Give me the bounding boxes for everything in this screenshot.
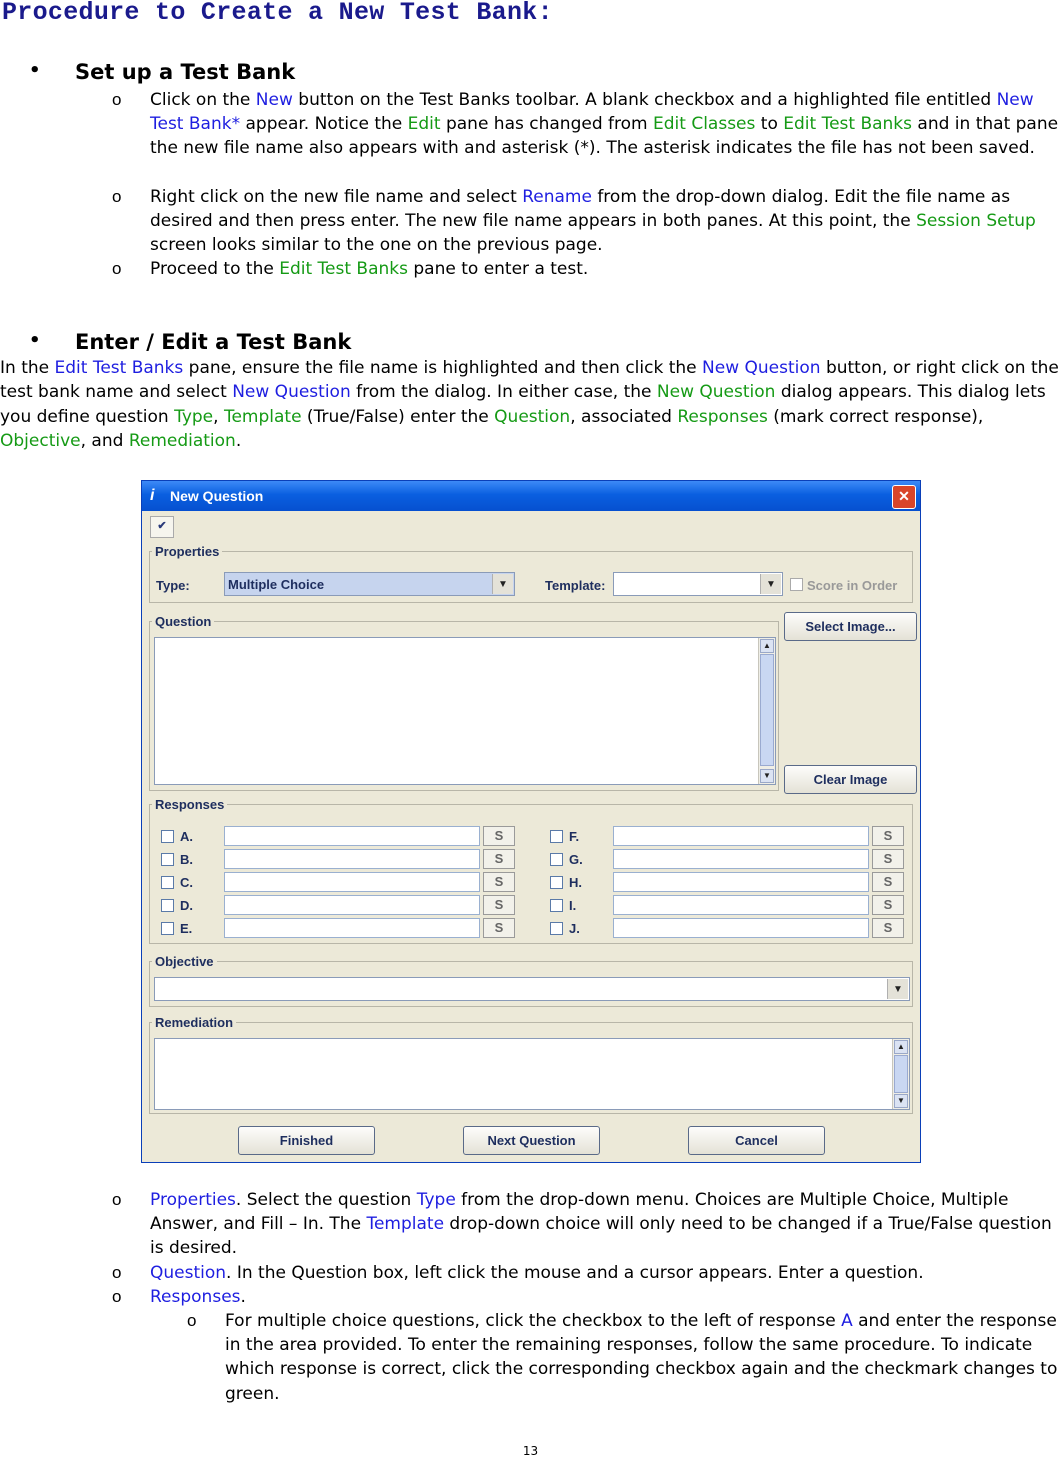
chevron-down-icon: ▼ (492, 574, 513, 594)
response-checkbox[interactable] (550, 830, 563, 843)
text: In the (0, 358, 55, 378)
remediation-scrollbar[interactable] (892, 1039, 909, 1109)
section-heading-enter-edit (29, 330, 352, 354)
response-special-button[interactable]: S (872, 918, 904, 938)
text: . In the Question box, left click the mouse and a cursor appears. Enter a question. (226, 1263, 924, 1283)
section-heading-setup (29, 60, 296, 84)
term-type: Type (174, 406, 214, 427)
response-checkbox[interactable] (161, 853, 174, 866)
response-special-button[interactable]: S (483, 895, 515, 915)
properties-step (112, 1188, 1060, 1261)
page-number: 13 (522, 1444, 539, 1458)
text: . (240, 1287, 246, 1307)
response-letter: B. (180, 852, 193, 867)
response-checkbox[interactable] (161, 899, 174, 912)
select-image-button[interactable]: Select Image... (784, 612, 917, 641)
term-template: Template (366, 1214, 445, 1235)
chevron-down-icon: ▼ (760, 574, 781, 594)
response-checkbox[interactable] (161, 876, 174, 889)
response-checkbox[interactable] (550, 922, 563, 935)
sub-bullet: o (112, 1263, 122, 1282)
section-heading-setup-text: Set up a Test Bank (75, 60, 296, 84)
text: and enter the response in the area provided. To enter the remaining responses, follow the same procedure. To indicate which response is correct, click the corresponding checkbox again and the checkmark changes to green. (225, 1311, 1058, 1404)
text: pane, ensure the file name is highlighted and then click the (183, 358, 703, 378)
text: pane has changed from (440, 114, 653, 135)
response-checkbox[interactable] (550, 853, 563, 866)
template-label: Template: (545, 578, 606, 593)
response-special-button[interactable]: S (872, 849, 904, 869)
remediation-textarea[interactable] (154, 1038, 910, 1110)
response-letter: I. (569, 898, 577, 913)
sub-bullet: o (112, 90, 122, 109)
chevron-down-icon: ▼ (887, 979, 908, 999)
term-session-setup: Session Setup (916, 211, 1036, 232)
finished-button[interactable]: Finished (238, 1126, 375, 1155)
term-edit-classes: Edit Classes (653, 114, 756, 135)
response-special-button[interactable]: S (872, 872, 904, 892)
response-letter: D. (180, 898, 193, 913)
objective-select[interactable] (154, 977, 910, 1001)
clear-image-button[interactable]: Clear Image (784, 765, 917, 794)
response-letter: F. (569, 829, 580, 844)
response-input[interactable] (224, 849, 480, 869)
text: Right click on the new file name and select (150, 187, 523, 207)
text: appear. Notice the (240, 114, 408, 135)
question-textarea[interactable] (154, 637, 776, 785)
term-properties: Properties (150, 1190, 236, 1210)
question-scrollbar[interactable] (758, 638, 775, 784)
response-input[interactable] (224, 895, 480, 915)
response-input[interactable] (613, 826, 869, 846)
term-edit-test-banks: Edit Test Banks (783, 114, 913, 135)
type-select[interactable] (224, 572, 515, 596)
remediation-label: Remediation (152, 1015, 236, 1030)
sub-bullet: o (112, 259, 122, 278)
score-in-order-label: Score in Order (807, 578, 898, 593)
response-input[interactable] (224, 918, 480, 938)
java-icon: i (150, 487, 155, 504)
response-checkbox[interactable] (550, 876, 563, 889)
response-letter: J. (569, 921, 580, 936)
term-question: Question (150, 1263, 227, 1283)
term-responses: Responses (677, 406, 768, 427)
scroll-up-icon[interactable]: ▲ (760, 639, 774, 653)
new-question-dialog (141, 480, 921, 1163)
scroll-down-icon[interactable]: ▼ (760, 769, 774, 783)
template-select[interactable] (613, 572, 783, 596)
sub-bullet: o (112, 187, 122, 206)
text: For multiple choice questions, click the checkbox to the left of response (225, 1311, 842, 1331)
response-special-button[interactable]: S (872, 895, 904, 915)
text: Proceed to the (150, 259, 280, 279)
text: (True/False) enter the (301, 406, 495, 427)
text: . Select the question (235, 1190, 417, 1210)
text: Click on the (150, 90, 256, 110)
text: button, or right click on the test bank name and select (0, 358, 1059, 403)
response-input[interactable] (224, 826, 480, 846)
text: button on the Test Banks toolbar. A blank checkbox and a highlighted file entitled (292, 90, 997, 110)
next-question-button[interactable]: Next Question (463, 1126, 600, 1155)
term-edit-test-banks: Edit Test Banks (279, 259, 408, 279)
setup-step-3 (112, 257, 1060, 281)
text: to (755, 114, 784, 135)
score-in-order-checkbox[interactable] (790, 578, 803, 591)
response-checkbox[interactable] (161, 830, 174, 843)
term-new-question: New Question (702, 358, 821, 378)
scroll-up-icon[interactable]: ▲ (894, 1040, 908, 1054)
text: (mark correct response), (767, 406, 984, 427)
response-special-button[interactable]: S (483, 872, 515, 892)
scroll-thumb[interactable] (760, 654, 774, 766)
response-special-button[interactable]: S (483, 849, 515, 869)
response-special-button[interactable]: S (483, 826, 515, 846)
response-letter: G. (569, 852, 583, 867)
response-special-button[interactable]: S (872, 826, 904, 846)
cancel-button[interactable]: Cancel (688, 1126, 825, 1155)
term-new-question: New Question (232, 382, 351, 403)
term-edit-test-banks: Edit Test Banks (54, 358, 184, 378)
text: pane to enter a test. (407, 259, 589, 279)
setup-step-1 (112, 88, 1060, 161)
spellcheck-icon[interactable]: ✔ (150, 516, 174, 538)
question-step (112, 1261, 1060, 1285)
responses-step (112, 1285, 1060, 1309)
question-label: Question (152, 614, 214, 629)
response-input[interactable] (613, 872, 869, 892)
response-special-button[interactable]: S (483, 918, 515, 938)
text: from the drop-down menu. Choices are Multiple Choice, Multiple Answer, and Fill – In. The (150, 1190, 1009, 1235)
response-checkbox[interactable] (550, 899, 563, 912)
term-rename: Rename (522, 187, 592, 207)
objective-label: Objective (152, 954, 217, 969)
type-value: Multiple Choice (228, 577, 325, 592)
response-input[interactable] (613, 918, 869, 938)
sub-bullet: o (112, 1287, 122, 1306)
setup-step-2 (112, 185, 1060, 258)
sub-bullet: o (112, 1190, 122, 1209)
enter-edit-paragraph (0, 356, 1060, 454)
dialog-title-bar[interactable] (142, 481, 920, 511)
term-new-test-bank: New Test Bank* (150, 90, 1034, 135)
text: , (213, 406, 224, 427)
page-title: Procedure to Create a New Test Bank: (2, 0, 553, 27)
text: , associated (570, 406, 678, 427)
text: from the dialog. In either case, the (350, 382, 657, 403)
response-checkbox[interactable] (161, 922, 174, 935)
text: and in that pane the new file name also appears with and asterisk (*). The asterisk indicates the file has not been saved. (150, 114, 1059, 159)
properties-label: Properties (152, 544, 222, 559)
term-remediation: Remediation (128, 431, 236, 452)
text: screen looks similar to the one on the previous page. (150, 235, 603, 256)
dialog-title: New Question (170, 488, 264, 504)
term-template: Template (223, 406, 302, 427)
term-edit: Edit (407, 114, 441, 135)
response-input[interactable] (613, 849, 869, 869)
response-input[interactable] (224, 872, 480, 892)
scroll-thumb[interactable] (894, 1055, 908, 1093)
text: . (235, 431, 242, 452)
response-letter: C. (180, 875, 193, 890)
term-responses: Responses (150, 1287, 241, 1307)
close-icon[interactable]: ✕ (892, 485, 916, 509)
response-input[interactable] (613, 895, 869, 915)
text: drop-down choice will only need to be changed if a True/False question is desired. (150, 1214, 1052, 1259)
response-letter: A. (180, 829, 193, 844)
sub-bullet: o (187, 1311, 197, 1330)
text: from the drop-down dialog. Edit the file name as desired and then press enter. The new file name appears in both panes. At this point, the (150, 187, 1011, 232)
term-objective: Objective (0, 431, 81, 452)
bullet: • (29, 60, 41, 81)
term-a: A (841, 1311, 853, 1331)
text: , and (80, 431, 129, 452)
section-heading-enter-edit-text: Enter / Edit a Test Bank (75, 330, 352, 354)
responses-substep (187, 1309, 1060, 1406)
scroll-down-icon[interactable]: ▼ (894, 1094, 908, 1108)
text: dialog appears. This dialog lets you define question (0, 382, 1046, 427)
term-new-question: New Question (656, 382, 776, 403)
term-question: Question (494, 406, 571, 427)
term-type: Type (416, 1190, 456, 1210)
term-new: New (255, 90, 293, 110)
type-label: Type: (156, 578, 190, 593)
responses-label: Responses (152, 797, 227, 812)
bullet: • (29, 330, 41, 351)
response-letter: H. (569, 875, 582, 890)
response-letter: E. (180, 921, 193, 936)
